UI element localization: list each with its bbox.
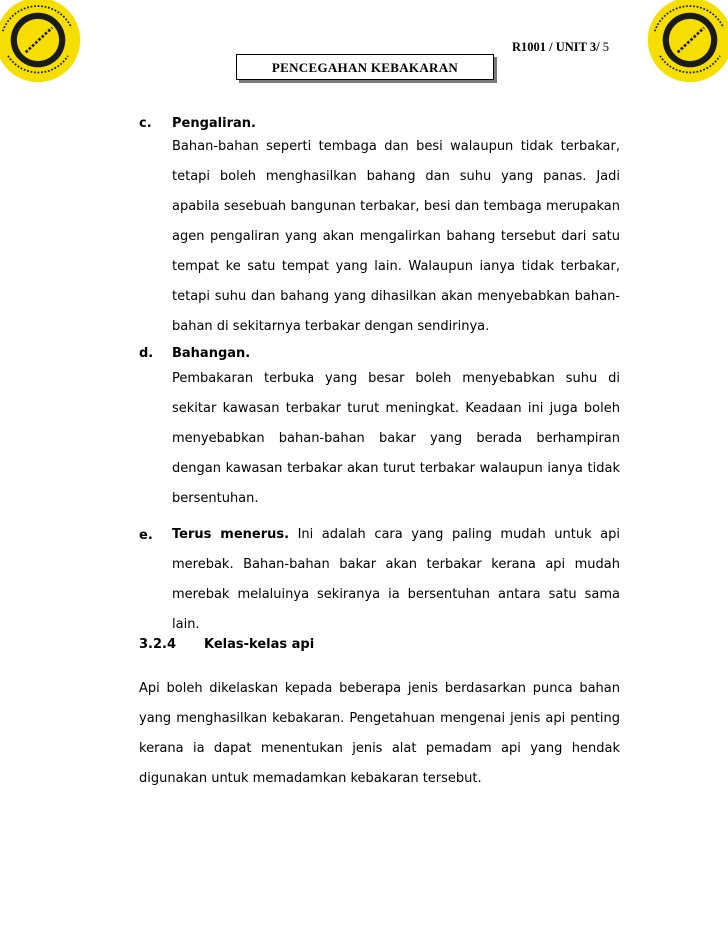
badge-center (669, 19, 711, 61)
page-title: PENCEGAHAN KEBAKARAN (271, 60, 459, 75)
section-324-body: Api boleh dikelaskan kepada beberapa jenis berdasarkan punca bahan yang menghasilkan kebakaran. Pengetahuan mengenai jenis api penting kerana ia dapat menentukan jenis alat pemadam api yang hendak digunakan untuk memadamkan kebakaran tersebut. (139, 681, 620, 786)
section-d-heading: Bahangan. (172, 346, 251, 361)
section-e-body (172, 520, 620, 640)
abbyy-watermark-badge-right[interactable] (646, 0, 728, 84)
unit-reference-label: R1001 / UNIT 3/ (512, 40, 600, 54)
page-number: 5 (602, 40, 610, 54)
abbyy-watermark-badge-left[interactable] (0, 0, 82, 84)
section-e-marker: e. (139, 528, 153, 543)
section-e-lead: Terus menerus. (172, 527, 290, 542)
title-box (236, 54, 494, 80)
section-324-number: 3.2.4 (139, 637, 177, 652)
badge-center (17, 19, 59, 61)
section-d-marker: d. (139, 346, 154, 361)
section-c-heading: Pengaliran. (172, 116, 256, 131)
section-d-body: Pembakaran terbuka yang besar boleh menyebabkan suhu di sekitar kawasan terbakar turut meningkat. Keadaan ini juga boleh menyebabkan bahan-bahan bakar yang berada berhampiran dengan kawasan terbakar akan turut terbakar walaupun ianya tidak bersentuhan. (172, 371, 620, 506)
section-e-text: Ini adalah cara yang paling mudah untuk api merebak. Bahan-bahan bakar akan terbakar kerana api mudah merebak melaluinya sekiranya ia bersentuhan antara satu sama lain. (172, 527, 620, 632)
section-324-title: Kelas-kelas api (204, 637, 315, 652)
unit-reference (512, 40, 609, 55)
section-c-body: Bahan-bahan seperti tembaga dan besi walaupun tidak terbakar, tetapi boleh menghasilkan bahang dan suhu yang panas. Jadi apabila sesebuah bangunan terbakar, besi dan tembaga merupakan agen pengaliran yang akan mengalirkan bahang tersebut dari satu tempat ke satu tempat yang lain. Walaupun ianya tidak terbakar, tetapi suhu dan bahang yang dihasilkan akan menyebabkan bahan-bahan di sekitarnya terbakar dengan sendirinya. (172, 139, 620, 334)
section-c-marker: c. (139, 116, 152, 131)
